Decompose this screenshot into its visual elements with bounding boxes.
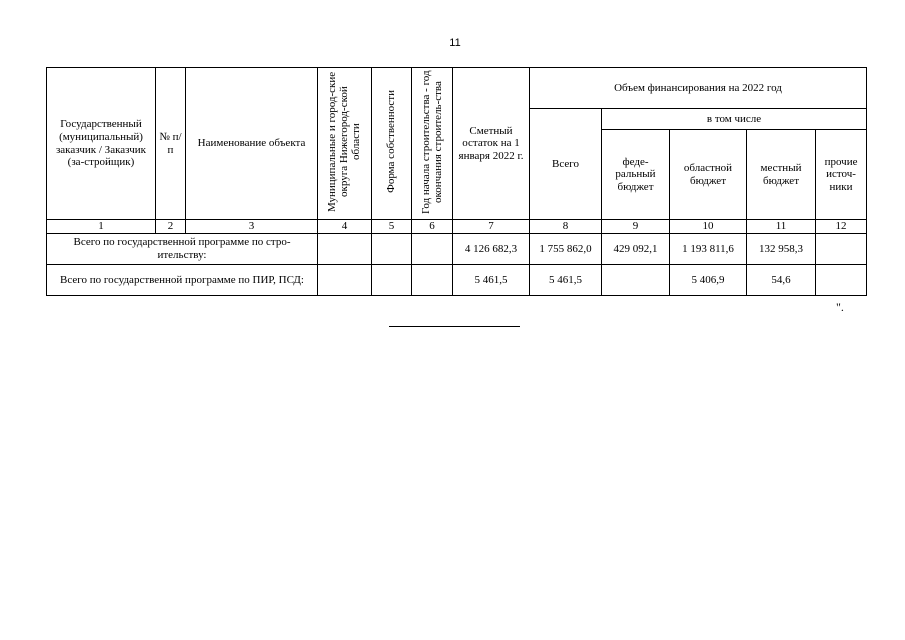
column-number: 2 [156,220,186,234]
row-years [412,234,453,265]
column-number: 9 [602,220,670,234]
column-number: 10 [670,220,747,234]
row-other [816,234,867,265]
row-local: 54,6 [747,265,816,296]
header-object-name: Наименование объекта [186,68,318,220]
table-row [47,234,867,265]
end-divider-line [389,326,520,327]
header-ownership-text: Форма собственности [385,90,398,194]
row-municipality [318,265,372,296]
row-other [816,265,867,296]
closing-quote: ". [836,300,844,314]
column-number: 7 [453,220,530,234]
header-regional: областной бюджет [670,130,747,220]
row-regional: 5 406,9 [670,265,747,296]
header-num: № п/п [156,68,186,220]
header-federal: феде-ральный бюджет [602,130,670,220]
header-financing-group: Объем финансирования на 2022 год [530,68,867,109]
column-number: 3 [186,220,318,234]
row-federal: 429 092,1 [602,234,670,265]
header-years-text: Год начала строительства - год окончания строитель-ства [419,69,444,214]
header-ownership [372,68,412,220]
header-municipality-text: Муниципальные и город-ские округа Нижегород-ской области [326,71,363,212]
header-estimated-balance: Сметный остаток на 1 января 2022 г. [453,68,530,220]
row-total: 1 755 862,0 [530,234,602,265]
row-local: 132 958,3 [747,234,816,265]
row-years [412,265,453,296]
column-number: 1 [47,220,156,234]
financing-table [46,67,867,296]
row-label: Всего по государственной программе по ПИР, ПСД: [47,265,318,296]
header-local: местный бюджет [747,130,816,220]
header-total: Всего [530,109,602,220]
row-label: Всего по государственной программе по стро-ительству: [47,234,318,265]
column-number: 5 [372,220,412,234]
header-customer: Государственный (муниципальный) заказчик / Заказчик (за-стройщик) [47,68,156,220]
row-municipality [318,234,372,265]
column-number: 6 [412,220,453,234]
row-total: 5 461,5 [530,265,602,296]
column-number: 11 [747,220,816,234]
row-ownership [372,234,412,265]
row-ownership [372,265,412,296]
column-number: 8 [530,220,602,234]
column-number: 4 [318,220,372,234]
page-number: 11 [449,37,461,49]
header-municipality [318,68,372,220]
header-other: прочие источ-ники [816,130,867,220]
table-row [47,265,867,296]
header-years [412,68,453,220]
row-estimated-balance: 4 126 682,3 [453,234,530,265]
row-regional: 1 193 811,6 [670,234,747,265]
header-including: в том числе [602,109,867,130]
row-estimated-balance: 5 461,5 [453,265,530,296]
row-federal [602,265,670,296]
column-number: 12 [816,220,867,234]
